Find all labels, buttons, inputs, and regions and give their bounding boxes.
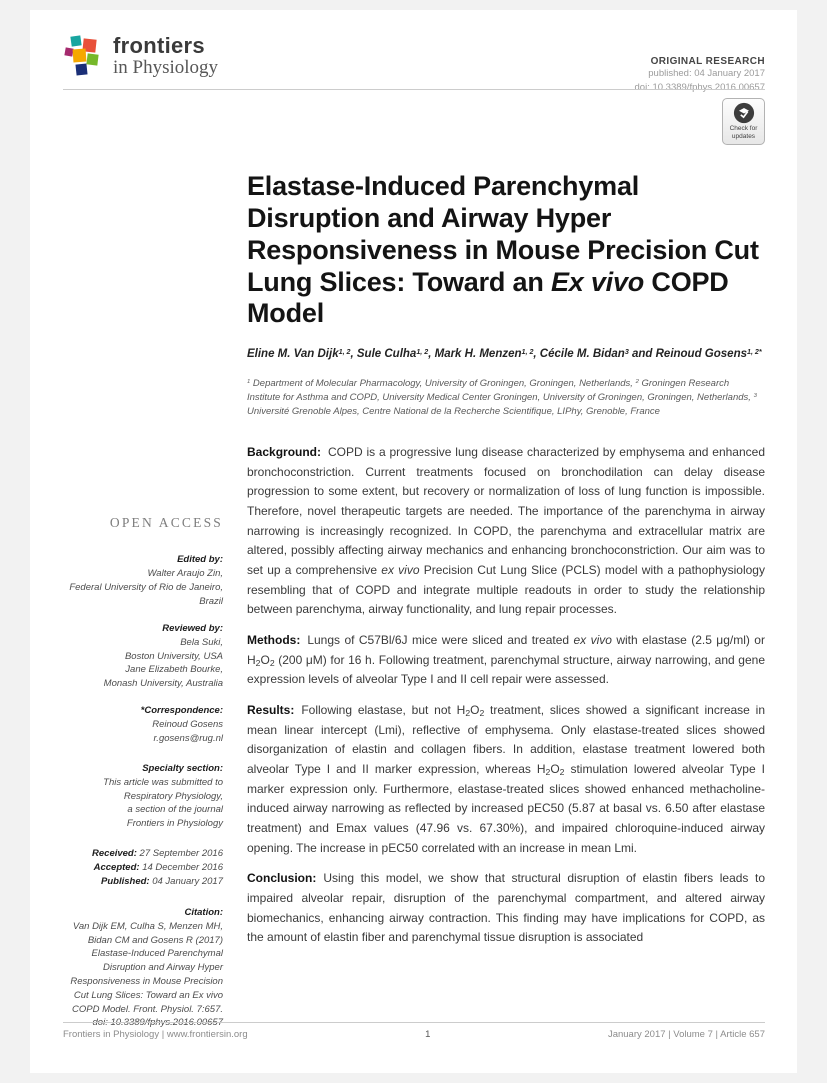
citation-label: Citation:: [184, 906, 223, 918]
section-conclusion: [247, 869, 765, 948]
author-list: Eline M. Van Dijk$^{1, 2}$, Sule Culha$^{1, 2}$, Mark H. Menzen$^{1, 2}$, Cécile M. Bidan$^3$ and Reinoud Gosens$^{1, 2*}$: [247, 348, 762, 361]
section-methods: [247, 631, 765, 690]
received-date: 27 September 2016: [139, 847, 223, 859]
methods-text: Lungs of C57Bl/6J mice were sliced and treated ex vivo with elastase (2.5 μg/ml) or $H_2O_2$ (200 μM) for 16 h. Following treatment, parenchymal structure, airway narrowing, and gene expression levels of alveolar Type I and II cell repair were assessed.: [247, 632, 765, 687]
results-text: Following elastase, but not $H_2O_2$ treatment, slices showed a significant increase in mean linear intercept (Lmi), reflective of emphysema. Only elastase-treated slices showed disorganization of elastin and collagen fibers. In addition, elastase treatment lowered both alveolar Type I and II marker expression, whereas $H_2O_2$ stimulation lowered alveolar Type I marker expression only. Furthermore, elastase-treated slices showed enhanced methacholine-induced airway narrowing as reflected by increased pEC50 (5.87 at basal vs. 6.50 after elastase treatment) and Emax values (47.96 vs. 67.30%), and impaired chloroquine-induced airway opening. The increase in pEC50 correlated with an increase in mean Lmi.: [247, 702, 765, 855]
article-title: Elastase-Induced Parenchymal Disruption and Airway Hyper Responsiveness in Mouse Precision Cut Lung Slices: Toward an Ex vivo COPD Model: [247, 171, 759, 329]
logo-brand-text: frontiers: [113, 33, 205, 58]
article-sidebar: [63, 515, 223, 1043]
footer-journal-url: Frontiers in Physiology | www.frontiersin.org: [63, 1029, 248, 1040]
frontiers-cubes-icon: [64, 34, 104, 82]
doi-line: doi: 10.3389/fphys.2016.00657: [634, 81, 765, 93]
specialty-section-lines: This article was submitted to Respiratory Physiology, a section of the journal Frontiers in Physiology: [103, 776, 223, 830]
accepted-date: 14 December 2016: [142, 862, 223, 874]
footer-issue-info: January 2017 | Volume 7 | Article 657: [607, 1029, 765, 1040]
published-label: Published:: [101, 876, 150, 888]
crossmark-icon: [733, 102, 755, 124]
background-label: Background:: [247, 444, 322, 459]
correspondence-label: *Correspondence:: [140, 704, 223, 716]
article-page: [30, 10, 797, 1073]
footer-page-number: 1: [425, 1029, 431, 1040]
published-date-line: published: 04 January 2017: [648, 68, 765, 79]
specialty-section-label: Specialty section:: [142, 762, 223, 774]
main-column: [247, 171, 765, 959]
check-for-updates-button[interactable]: [722, 98, 765, 145]
background-text: COPD is a progressive lung disease characterized by emphysema and enhanced bronchoconstriction. Current treatments focused on bronchodilation can delay disease progression to some extent, but recovery or normalization of loss of lung function is impossible. Therefore, novel therapeutic targets are needed. The importance of the parenchyma in airway narrowing is increasingly recognized. In COPD, the parenchyma and extracellular matrix are altered, possibly affecting airway mechanics and enhancing bronchoconstriction. Our aim was to set up a comprehensive ex vivo Precision Cut Lung Slice (PCLS) model with a pathophysiology resembling that of COPD and integrate multiple readouts in order to study the relationship between parenchyma, airway functionality, and lung repair processes.: [247, 444, 765, 617]
header-divider: [63, 89, 765, 90]
check-updates-line2: updates: [731, 132, 756, 140]
article-type-label: ORIGINAL RESEARCH: [650, 56, 765, 67]
methods-label: Methods:: [247, 632, 301, 647]
article-dates-block: [63, 847, 223, 890]
conclusion-text: Using this model, we show that structural disruption of elastin fibers leads to impaired alveolar repair, disruption of the parenchymal compartment, and altered airway biomechanics, enhancing airway contraction. This finding may have implications for COPD, as the amount of elastin fiber and parenchymal tissue disruption is associated: [247, 871, 765, 945]
affiliations: $^1$ Department of Molecular Pharmacology, University of Groningen, Groningen, Netherlands, $^2$ Groningen Research Institute for Asthma and COPD, University Medical Center Groningen, University of Groningen, Groningen, Netherlands, $^3$ Université Grenoble Alpes, Centre National de la Recherche Scientifique, LIPhy, Grenoble, France: [247, 377, 757, 418]
reviewed-by-block: [63, 622, 223, 691]
section-background: [247, 443, 765, 620]
page-footer: [63, 1029, 765, 1040]
edited-by-block: [63, 553, 223, 609]
section-results: [247, 701, 765, 858]
correspondence-block: [63, 704, 223, 746]
accepted-label: Accepted:: [93, 862, 140, 874]
correspondence-email-link[interactable]: r.gosens@rug.nl: [153, 732, 223, 744]
citation-block: [63, 906, 223, 1030]
check-updates-line1: Check for: [729, 125, 758, 132]
abstract: [247, 443, 765, 948]
reviewed-by-label: Reviewed by:: [162, 622, 223, 634]
published-date: 04 January 2017: [152, 876, 223, 888]
published-row: [63, 875, 223, 889]
journal-logo: [64, 34, 218, 82]
edited-by-label: Edited by:: [177, 554, 223, 565]
received-row: [63, 847, 223, 861]
results-label: Results:: [247, 702, 295, 717]
open-access-label: OPEN ACCESS: [109, 515, 223, 530]
logo-journal-name: in Physiology: [113, 57, 219, 79]
footer-divider: [63, 1022, 765, 1023]
specialty-section-block: [63, 762, 223, 831]
accepted-row: [63, 861, 223, 875]
citation-lines: Van Dijk EM, Culha S, Menzen MH, Bidan CM and Gosens R (2017) Elastase-Induced Parenchymal Disruption and Airway Hyper Responsiveness in Mouse Precision Cut Lung Slices: Toward an Ex vivo COPD Model. Front. Physiol. 7:657. doi: 10.3389/fphys.2016.00657: [70, 920, 223, 1029]
conclusion-label: Conclusion:: [247, 871, 317, 886]
received-label: Received:: [92, 847, 137, 859]
reviewed-by-lines: Bela Suki, Boston University, USA Jane Elizabeth Bourke, Monash University, Australia: [103, 636, 223, 690]
edited-by-lines: Walter Araujo Zin, Federal University of Rio de Janeiro, Brazil: [69, 568, 223, 607]
correspondence-name: Reinoud Gosens: [152, 719, 223, 731]
